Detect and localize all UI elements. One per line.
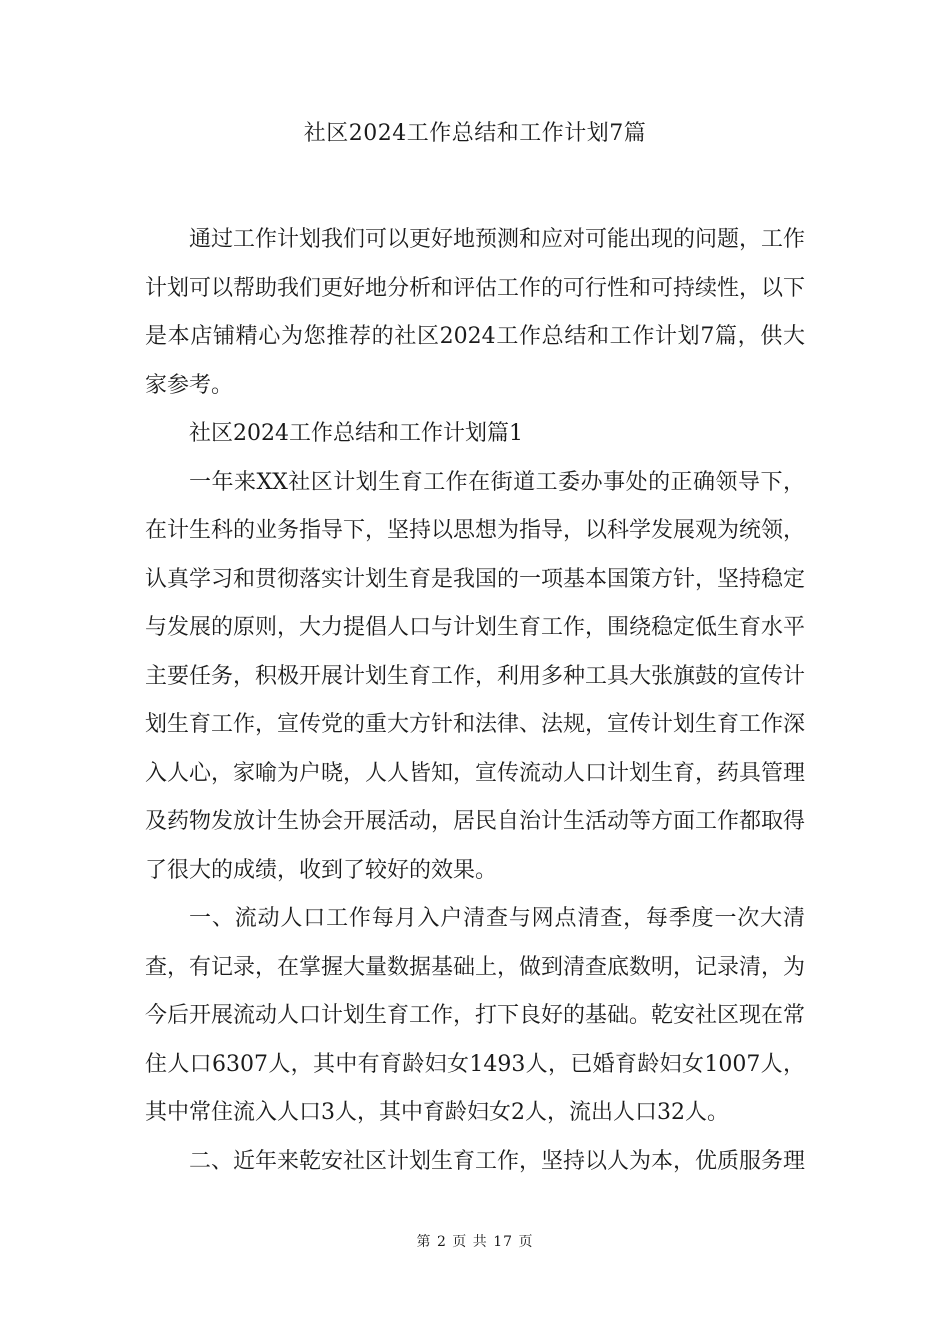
paragraph: 二、近年来乾安社区计划生育工作，坚持以人为本，优质服务理	[189, 1148, 806, 1174]
paragraph: 一、流动人口工作每月入户清查与网点清查，每季度一次大清查，有记录，在掌握大量数据基础上，做到清查底数明，记录清，为今后开展流动人口计划生育工作，打下良好的基础。乾安社区现在常住人口6307人，其中有育龄妇女1493人，已婚育龄妇女1007人，其中常住流入人口3人，其中育龄妇女2人，流出人口32人。	[145, 906, 806, 1125]
paragraph: 一年来XX社区计划生育工作在街道工委办事处的正确领导下，在计生科的业务指导下，坚持以思想为指导，以科学发展观为统领，认真学习和贯彻落实计划生育是我国的一项基本国策方针，坚持稳定与发展的原则，大力提倡人口与计划生育工作，围绕稳定低生育水平主要任务，积极开展计划生育工作，利用多种工具大张旗鼓的宣传计划生育工作，宣传党的重大方针和法律、法规，宣传计划生育工作深入人心，家喻为户晓，人人皆知，宣传流动人口计划生育，药具管理及药物发放计生协会开展活动，居民自治计生活动等方面工作都取得了很大的成绩，收到了较好的效果。	[145, 469, 806, 883]
document-body	[145, 216, 805, 1186]
section-heading: 社区2024工作总结和工作计划篇1	[189, 421, 523, 446]
document-title: 社区2024工作总结和工作计划7篇	[303, 121, 647, 146]
page-number-footer: 第 2 页 共 17 页	[416, 1234, 534, 1250]
paragraph-intro: 通过工作计划我们可以更好地预测和应对可能出现的问题，工作计划可以帮助我们更好地分析和评估工作的可行性和可持续性，以下是本店铺精心为您推荐的社区2024工作总结和工作计划7篇，供大家参考。	[145, 227, 806, 398]
